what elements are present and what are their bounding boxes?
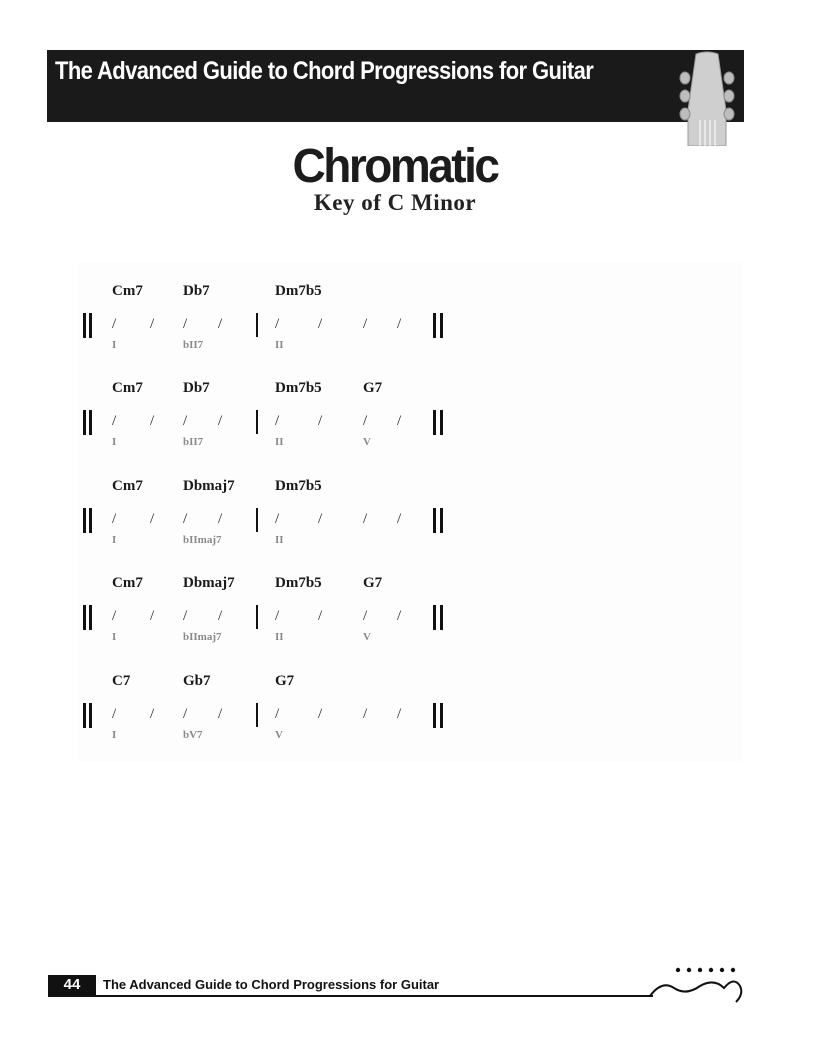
beat-slash: / <box>318 706 323 722</box>
end-double-bar-line <box>433 703 436 728</box>
end-double-bar-line <box>440 313 443 338</box>
beat-slash: / <box>183 706 188 722</box>
beat-slash: / <box>318 413 323 429</box>
start-double-bar-line <box>89 313 92 338</box>
chord-symbol: Dm7b5 <box>275 283 322 299</box>
chord-symbol: Dm7b5 <box>275 478 322 494</box>
end-double-bar-line <box>440 605 443 630</box>
beat-slash: / <box>275 706 280 722</box>
beat-slash: / <box>397 511 402 527</box>
end-double-bar-line <box>440 410 443 435</box>
beat-slash: / <box>150 511 155 527</box>
beat-slash: / <box>112 608 117 624</box>
start-double-bar-line <box>83 703 86 728</box>
footer-rule <box>48 995 653 997</box>
beat-slash: / <box>183 511 188 527</box>
page-title: Chromatic <box>292 137 498 193</box>
start-double-bar-line <box>83 410 86 435</box>
progression-row <box>0 283 816 363</box>
chord-symbol: Gb7 <box>183 673 211 689</box>
roman-numeral: V <box>363 436 371 448</box>
beat-slash: / <box>112 413 117 429</box>
beat-slash: / <box>397 608 402 624</box>
beat-slash: / <box>275 608 280 624</box>
progression-row <box>0 673 816 753</box>
guitar-outline-icon <box>648 964 744 1004</box>
beat-slash: / <box>275 511 280 527</box>
footer-title: The Advanced Guide to Chord Progressions for Guitar <box>103 977 440 992</box>
roman-numeral: bII7 <box>183 339 204 351</box>
beat-slash: / <box>150 316 155 332</box>
end-double-bar-line <box>433 508 436 533</box>
chord-symbol: Db7 <box>183 380 210 396</box>
roman-numeral: bIImaj7 <box>183 534 222 546</box>
beat-slash: / <box>397 316 402 332</box>
beat-slash: / <box>183 413 188 429</box>
chord-symbol: Dm7b5 <box>275 380 322 396</box>
bar-line <box>256 703 258 727</box>
chord-symbol: Cm7 <box>112 478 143 494</box>
page-number: 44 <box>63 976 81 993</box>
bar-line <box>256 313 258 337</box>
start-double-bar-line <box>89 605 92 630</box>
chord-symbol: G7 <box>363 575 383 591</box>
roman-numeral: II <box>275 631 284 643</box>
progression-row <box>0 575 816 655</box>
roman-numeral: II <box>275 436 284 448</box>
roman-numeral: I <box>112 534 117 546</box>
progression-row <box>0 380 816 460</box>
end-double-bar-line <box>433 313 436 338</box>
beat-slash: / <box>112 316 117 332</box>
chord-symbol: Dm7b5 <box>275 575 322 591</box>
end-double-bar-line <box>433 410 436 435</box>
beat-slash: / <box>363 608 368 624</box>
bar-line <box>256 508 258 532</box>
start-double-bar-line <box>89 508 92 533</box>
start-double-bar-line <box>83 605 86 630</box>
start-double-bar-line <box>89 410 92 435</box>
beat-slash: / <box>363 413 368 429</box>
beat-slash: / <box>112 706 117 722</box>
chord-symbol: Cm7 <box>112 575 143 591</box>
beat-slash: / <box>363 316 368 332</box>
beat-slash: / <box>275 316 280 332</box>
guitar-headstock-icon <box>676 50 738 146</box>
roman-numeral: V <box>275 729 283 741</box>
beat-slash: / <box>363 511 368 527</box>
beat-slash: / <box>150 608 155 624</box>
chord-symbol: Cm7 <box>112 380 143 396</box>
beat-slash: / <box>183 316 188 332</box>
start-double-bar-line <box>89 703 92 728</box>
beat-slash: / <box>150 706 155 722</box>
start-double-bar-line <box>83 313 86 338</box>
beat-slash: / <box>112 511 117 527</box>
header-title: The Advanced Guide to Chord Progressions for Guitar <box>55 56 594 85</box>
chord-symbol: G7 <box>275 673 295 689</box>
roman-numeral: I <box>112 631 117 643</box>
chord-symbol: C7 <box>112 673 131 689</box>
beat-slash: / <box>150 413 155 429</box>
beat-slash: / <box>397 413 402 429</box>
chord-symbol: Dbmaj7 <box>183 575 235 591</box>
roman-numeral: II <box>275 534 284 546</box>
beat-slash: / <box>363 706 368 722</box>
start-double-bar-line <box>83 508 86 533</box>
end-double-bar-line <box>440 703 443 728</box>
roman-numeral: I <box>112 436 117 448</box>
roman-numeral: bII7 <box>183 436 204 448</box>
roman-numeral: bIImaj7 <box>183 631 222 643</box>
end-double-bar-line <box>440 508 443 533</box>
end-double-bar-line <box>433 605 436 630</box>
beat-slash: / <box>218 608 223 624</box>
beat-slash: / <box>275 413 280 429</box>
beat-slash: / <box>218 706 223 722</box>
beat-slash: / <box>218 511 223 527</box>
chord-symbol: G7 <box>363 380 383 396</box>
chord-symbol: Cm7 <box>112 283 143 299</box>
beat-slash: / <box>218 316 223 332</box>
roman-numeral: II <box>275 339 284 351</box>
beat-slash: / <box>218 413 223 429</box>
roman-numeral: bV7 <box>183 729 203 741</box>
bar-line <box>256 410 258 434</box>
beat-slash: / <box>318 608 323 624</box>
header-bar <box>47 50 744 122</box>
page-subtitle: Key of C Minor <box>313 190 477 215</box>
page-number-box <box>48 975 96 996</box>
beat-slash: / <box>397 706 402 722</box>
chord-symbol: Dbmaj7 <box>183 478 235 494</box>
beat-slash: / <box>183 608 188 624</box>
chord-symbol: Db7 <box>183 283 210 299</box>
roman-numeral: I <box>112 729 117 741</box>
bar-line <box>256 605 258 629</box>
roman-numeral: V <box>363 631 371 643</box>
progression-row <box>0 478 816 558</box>
beat-slash: / <box>318 316 323 332</box>
beat-slash: / <box>318 511 323 527</box>
roman-numeral: I <box>112 339 117 351</box>
